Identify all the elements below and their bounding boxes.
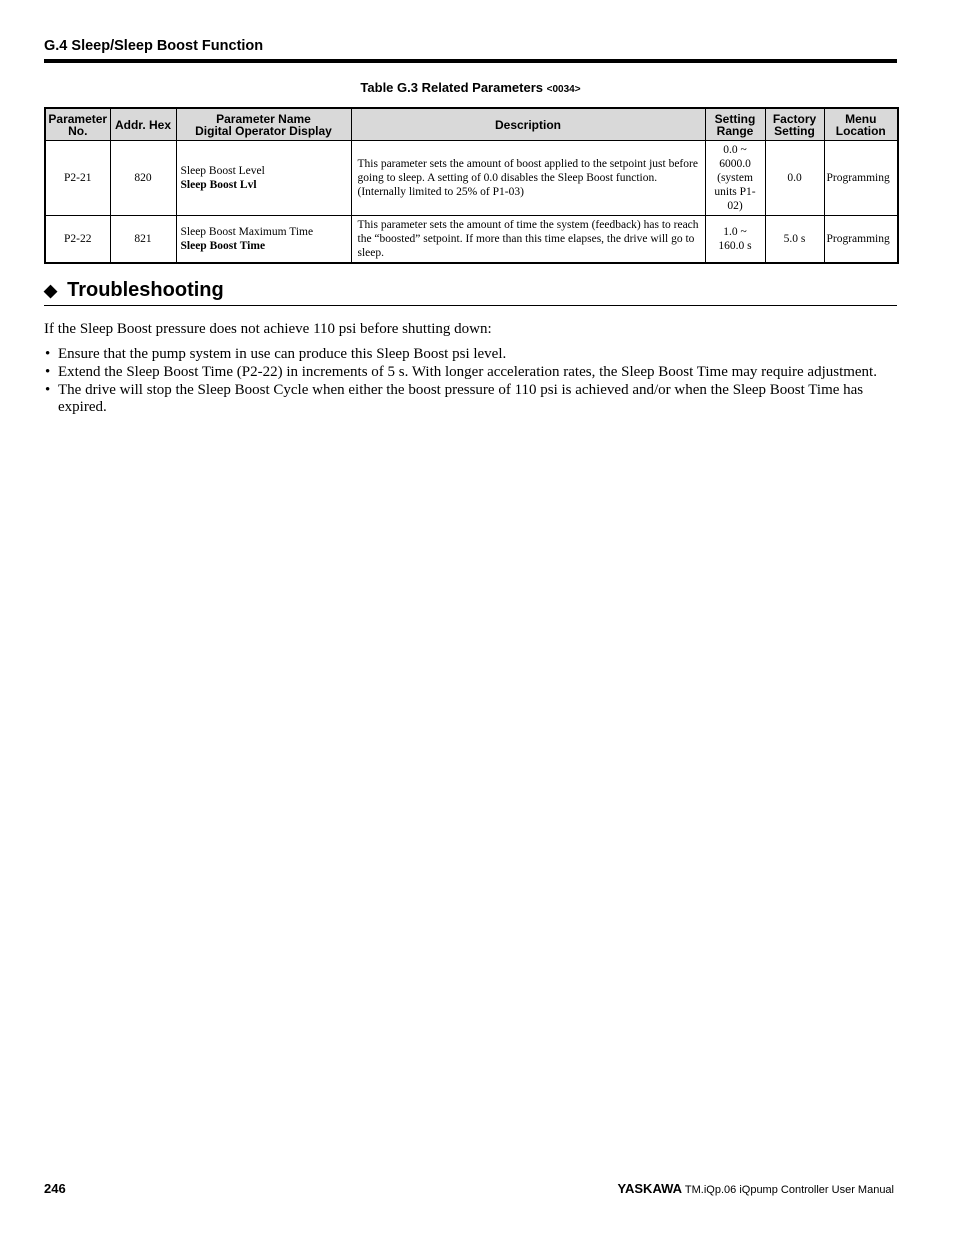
- cell-name: [176, 141, 351, 216]
- bullet-dot-icon: •: [45, 364, 51, 380]
- cell-description: This parameter sets the amount of boost applied to the setpoint just before going to sleep. A setting of 0.0 disables the Sleep Boost function. (Internally limited to 25% of P1-03): [351, 141, 705, 216]
- col-header-param-no: Parameter No.: [45, 108, 110, 141]
- list-item: • Extend the Sleep Boost Time (P2-22) in increments of 5 s. With longer acceleration rates, the Sleep Boost Time may require adjustment.: [45, 364, 877, 380]
- cell-range: 1.0 ~ 160.0 s: [705, 216, 765, 264]
- operator-display: Sleep Boost Time: [180, 240, 266, 252]
- col-header-name: Parameter Name Digital Operator Display: [176, 108, 351, 141]
- cell-name: [176, 216, 351, 264]
- cell-addr: 820: [110, 141, 176, 216]
- cell-param-no: P2-22: [45, 216, 110, 264]
- col-header-menu: Menu Location: [824, 108, 898, 141]
- brand-name: YASKAWA: [617, 1181, 683, 1196]
- list-item: • Ensure that the pump system in use can produce this Sleep Boost psi level.: [45, 346, 507, 362]
- col-header-addr: Addr. Hex: [110, 108, 176, 141]
- table-row: [45, 216, 898, 264]
- param-name: Sleep Boost Level: [180, 165, 265, 177]
- param-name: Sleep Boost Maximum Time: [180, 226, 314, 238]
- col-header-description: Description: [351, 108, 705, 141]
- bullet-dot-icon: •: [45, 346, 51, 362]
- cell-param-no: P2-21: [45, 141, 110, 216]
- troubleshooting-heading: [44, 279, 897, 306]
- footer-manual: [618, 1181, 894, 1196]
- manual-title: TM.iQp.06 iQpump Controller User Manual: [684, 1184, 894, 1196]
- table-caption: [44, 80, 897, 95]
- diamond-bullet-icon: ◆: [44, 281, 58, 300]
- col-header-factory: Factory Setting: [765, 108, 824, 141]
- troubleshooting-list: [44, 346, 897, 417]
- related-parameters-table: [44, 107, 899, 264]
- table-row: [45, 141, 898, 216]
- cell-menu: Programming: [824, 141, 898, 216]
- col-header-range: Setting Range: [705, 108, 765, 141]
- operator-display: Sleep Boost Lvl: [180, 179, 257, 191]
- header-rule: [44, 59, 897, 63]
- cell-factory: 0.0: [765, 141, 824, 216]
- list-item: • The drive will stop the Sleep Boost Cycle when either the boost pressure of 110 psi is achieved and/or when the Sleep Boost Time has expired.: [45, 382, 864, 415]
- page-number: 246: [44, 1181, 66, 1196]
- troubleshooting-title: Troubleshooting: [67, 279, 224, 301]
- table-header-row: [45, 108, 898, 141]
- cell-addr: 821: [110, 216, 176, 264]
- table-caption-code: <0034>: [546, 84, 581, 95]
- cell-description: This parameter sets the amount of time the system (feedback) has to reach the “boosted” setpoint. If more than this time elapses, the drive will go to sleep.: [351, 216, 705, 264]
- table-caption-title: Table G.3 Related Parameters: [360, 80, 543, 95]
- cell-factory: 5.0 s: [765, 216, 824, 264]
- troubleshooting-intro: If the Sleep Boost pressure does not achieve 110 psi before shutting down:: [44, 321, 492, 337]
- bullet-dot-icon: •: [45, 382, 51, 398]
- cell-menu: Programming: [824, 216, 898, 264]
- section-header: G.4 Sleep/Sleep Boost Function: [44, 38, 264, 54]
- cell-range: 0.0 ~ 6000.0 (system units P1-02): [705, 141, 765, 216]
